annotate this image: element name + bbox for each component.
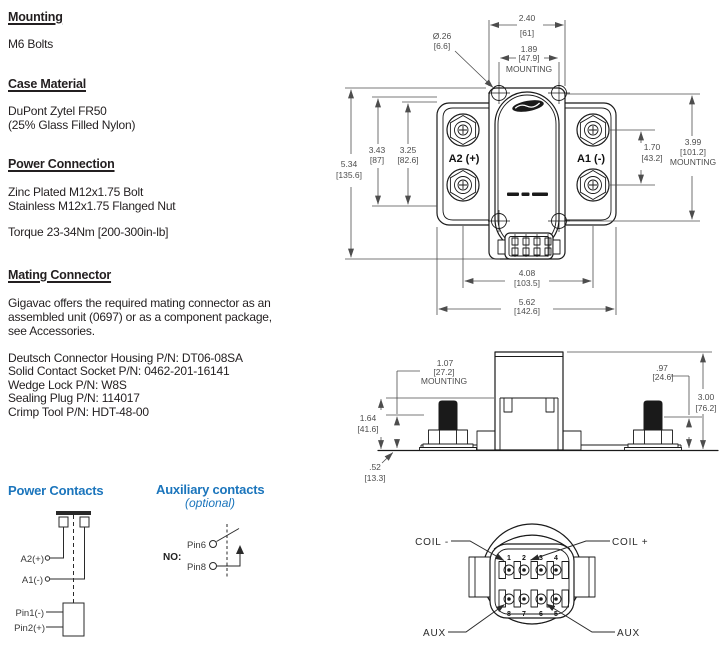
a2-label: A2(+)	[20, 554, 44, 565]
no-label: NO:	[163, 552, 182, 563]
coil-connector-bottom	[469, 524, 595, 624]
switch-blade	[217, 529, 240, 542]
svg-text:.52: .52	[369, 462, 381, 472]
contactor-front-body	[437, 82, 616, 259]
power-connection-line: Stainless M12x1.75 Flanged Nut	[8, 199, 176, 213]
svg-text:MOUNTING: MOUNTING	[669, 157, 717, 167]
front-view-drawing	[330, 0, 724, 322]
svg-text:1.89: 1.89	[520, 44, 538, 54]
coil-connector-front	[498, 233, 560, 259]
a1-label: A1(-)	[21, 575, 43, 586]
svg-text:3.25: 3.25	[399, 145, 417, 155]
svg-text:[87]: [87]	[369, 155, 385, 165]
pin-number: 2	[522, 555, 526, 562]
svg-text:MOUNTING: MOUNTING	[505, 64, 553, 74]
svg-text:3.00: 3.00	[697, 392, 715, 402]
label-marking	[507, 193, 548, 197]
svg-text:4.08: 4.08	[518, 268, 536, 278]
power-contacts-symbol	[14, 511, 91, 636]
terminal-label-a2: A2 (+)	[448, 153, 480, 165]
aux-contacts-subheading: (optional)	[185, 496, 236, 510]
svg-text:.97: .97	[656, 363, 668, 373]
part-number-line: Sealing Plug P/N: 114017	[8, 391, 140, 405]
case-material-heading: Case Material	[8, 77, 86, 91]
dim-side-height	[695, 354, 716, 449]
mating-connector-heading: Mating Connector	[8, 268, 112, 282]
part-number-line: Crimp Tool P/N: HDT-48-00	[8, 405, 149, 419]
dim-mounting-width	[499, 44, 559, 84]
pin-number: 8	[507, 611, 511, 618]
contact-post	[59, 517, 68, 527]
aux-contacts-symbol	[163, 524, 244, 578]
aux-left-label: AUX	[423, 628, 446, 639]
arrow-up	[236, 545, 244, 554]
pin-number: 3	[539, 555, 543, 562]
svg-text:[82.6]: [82.6]	[397, 155, 419, 165]
svg-text:[6.6]: [6.6]	[433, 41, 451, 51]
mating-connector-para: assembled unit (0697) or as a component package,	[8, 310, 272, 324]
pin2-label: Pin2(+)	[14, 623, 45, 634]
svg-text:2.40: 2.40	[518, 13, 536, 23]
case-material-line: (25% Glass Filled Nylon)	[8, 118, 136, 132]
dim-h2	[397, 102, 437, 204]
pin1-label: Pin1(-)	[15, 608, 44, 619]
svg-text:1.70: 1.70	[643, 142, 661, 152]
aux-right-label: AUX	[617, 628, 640, 639]
svg-text:[43.2]: [43.2]	[641, 153, 663, 163]
mating-connector-para: Gigavac offers the required mating connector as an	[8, 296, 271, 310]
dim-base-thickness	[364, 453, 392, 483]
pin-number: 4	[554, 555, 558, 562]
svg-text:3.43: 3.43	[368, 145, 386, 155]
svg-text:[142.6]: [142.6]	[514, 306, 540, 316]
dim-hole-diameter	[433, 31, 493, 88]
power-contacts-heading: Power Contacts	[8, 483, 104, 498]
contact-bridge	[56, 511, 91, 515]
pin6-label: Pin6	[186, 540, 206, 551]
svg-text:[135.6]: [135.6]	[336, 170, 362, 180]
dim-terminal-spacing	[610, 130, 663, 185]
svg-text:5.62: 5.62	[518, 297, 536, 307]
svg-text:[76.2]: [76.2]	[695, 403, 717, 413]
svg-text:[13.3]: [13.3]	[364, 473, 386, 483]
mounting-body: M6 Bolts	[8, 37, 54, 51]
svg-text:[47.9]: [47.9]	[518, 53, 540, 63]
pin-number: 7	[522, 611, 526, 618]
svg-text:[61]: [61]	[519, 28, 535, 38]
part-number-line: Solid Contact Socket P/N: 0462-201-16141	[8, 364, 230, 378]
side-view-drawing	[350, 345, 724, 487]
svg-text:[27.2]: [27.2]	[433, 367, 455, 377]
part-number-line: Wedge Lock P/N: W8S	[8, 378, 127, 392]
mating-connector-para: see Accessories.	[8, 324, 95, 338]
svg-text:5.34: 5.34	[340, 159, 358, 169]
svg-text:Ø.26: Ø.26	[432, 31, 452, 41]
svg-text:1.07: 1.07	[436, 358, 454, 368]
dim-stud-height	[357, 399, 381, 448]
aux-contacts-schematic	[150, 510, 295, 620]
bottom-view-drawing	[405, 515, 724, 645]
svg-text:1.64: 1.64	[359, 413, 377, 423]
side-terminal-bolt	[420, 401, 477, 451]
svg-text:[41.6]: [41.6]	[357, 424, 379, 434]
contact-post	[80, 517, 89, 527]
power-connection-line: Zinc Plated M12x1.75 Bolt	[8, 185, 144, 199]
coil-symbol	[63, 603, 84, 636]
terminal-label-a1: A1 (-)	[576, 153, 606, 165]
pin8-label: Pin8	[186, 562, 206, 573]
svg-text:3.99: 3.99	[684, 137, 702, 147]
power-contacts-schematic	[0, 500, 160, 650]
svg-text:[103.5]: [103.5]	[514, 278, 540, 288]
case-material-line: DuPont Zytel FR50	[8, 104, 107, 118]
torque-note: Torque 23-34Nm [200-300in-lb]	[8, 225, 169, 239]
power-connection-heading: Power Connection	[8, 157, 115, 171]
side-terminal-bolt	[625, 401, 682, 451]
coil-neg-label: COIL -	[415, 537, 449, 548]
aux-contacts-heading: Auxiliary contacts	[156, 482, 265, 497]
svg-text:MOUNTING: MOUNTING	[420, 376, 468, 386]
pin-number: 6	[539, 611, 543, 618]
pin-number: 1	[507, 555, 511, 562]
pin-number: 5	[554, 611, 558, 618]
part-number-line: Deutsch Connector Housing P/N: DT06-08SA	[8, 351, 243, 365]
coil-pos-label: COIL +	[612, 537, 649, 548]
mounting-heading: Mounting	[8, 10, 63, 24]
svg-text:[24.6]: [24.6]	[652, 372, 674, 382]
svg-text:[101.2]: [101.2]	[680, 147, 706, 157]
